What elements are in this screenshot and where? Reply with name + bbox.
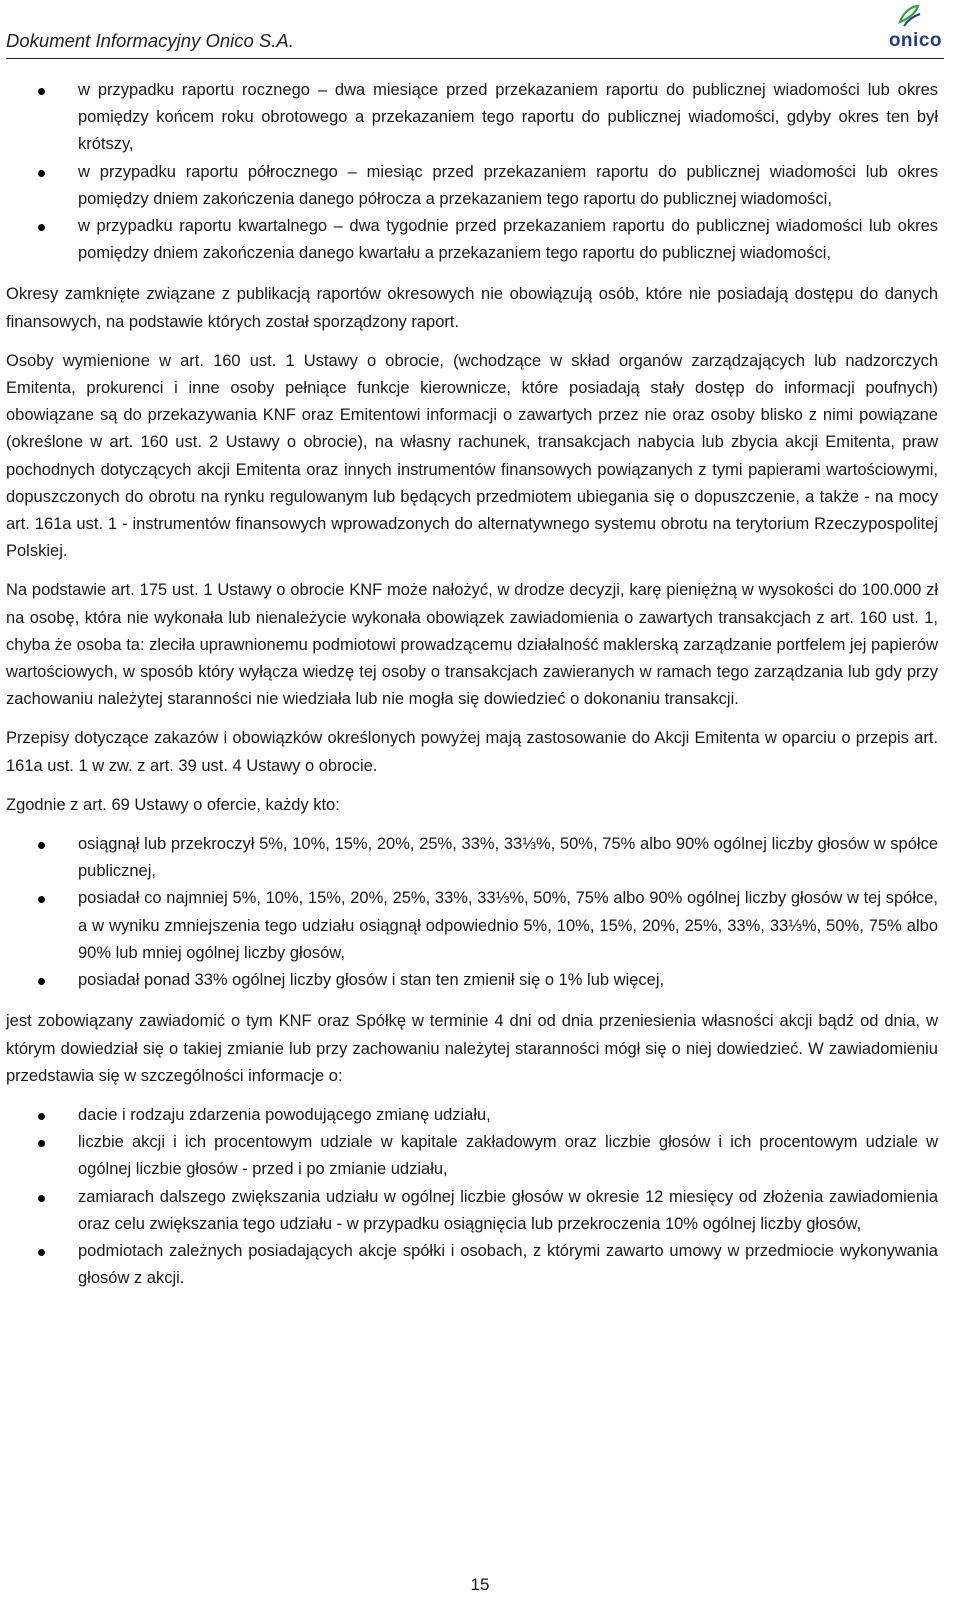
list-item: posiadał ponad 33% ogólnej liczby głosów i stan ten zmienił się o 1% lub więcej, [6, 967, 938, 994]
list-item: zamiarach dalszego zwiększania udziału w ogólnej liczbie głosów w okresie 12 miesięcy od złożenia zawiadomienia oraz celu zwiększania tego udziału - w przypadku osiągnięcia lub przekroczenia 10% ogólnej liczby głosów, [6, 1184, 938, 1238]
bullet-icon [38, 1249, 45, 1256]
document-header [6, 0, 944, 59]
leaf-swirl-icon [896, 2, 922, 28]
paragraph: Osoby wymienione w art. 160 ust. 1 Ustawy o obrocie, (wchodzące w skład organów zarządzających lub nadzorczych Emitenta, prokurenci i inne osoby pełniące funkcje kierownicze, które posiadają stały dostęp do informacji poufnych) obowiązane są do przekazywania KNF oraz Emitentowi informacji o zawartych przez nie oraz osoby blisko z nimi powiązane (określone w art. 160 ust. 2 Ustawy o obrocie), na własny rachunek, transakcjach nabycia lub zbycia akcji Emitenta, praw pochodnych dotyczących akcji Emitenta oraz innych instrumentów finansowych powiązanych z tymi papierami wartościowymi, dopuszczonych do obrotu na rynku regulowanym lub będących przedmiotem ubiegania się o dopuszczenie, a także - na mocy art. 161a ust. 1 - instrumentów finansowych wprowadzonych do alternatywnego systemu obrotu na terytorium Rzeczypospolitej Polskiej. [6, 351, 938, 561]
page-number: 15 [470, 1575, 490, 1594]
list-item: w przypadku raportu kwartalnego – dwa tygodnie przed przekazaniem raportu do publicznej wiadomości lub okres pomiędzy dniem zakończenia danego kwartału a przekazaniem tego raportu do publicznej wiadomości, [6, 213, 938, 267]
document-body [6, 77, 938, 1306]
bullet-icon [38, 224, 45, 231]
paragraph: Na podstawie art. 175 ust. 1 Ustawy o obrocie KNF może nałożyć, w drodze decyzji, karę pieniężną w wysokości do 100.000 zł na osobę, która nie wykonała lub nienależycie wykonała obowiązek zawiadomienia o zawartych transakcjach z art. 160 ust. 1, chyba że osoba ta: zleciła uprawnionemu podmiotowi prowadzącemu działalność maklerską zarządzanie portfelem jej papierów wartościowych, w sposób który wyłącza wiedzę tej osoby o transakcjach zawieranych w ramach tego zarządzania lub gdy przy zachowaniu należytej staranności nie wiedziała lub nie mogła się dowiedzieć o dokonaniu transakcji. [6, 581, 938, 709]
bullet-icon [38, 842, 45, 849]
paragraph: Przepisy dotyczące zakazów i obowiązków określonych powyżej mają zastosowanie do Akcji Emitenta w oparciu o przepis art. 161a ust. 1 w zw. z art. 39 ust. 4 Ustawy o obrocie. [6, 729, 938, 775]
bullet-icon [38, 1113, 45, 1120]
paragraph: Okresy zamknięte związane z publikacją raportów okresowych nie obowiązują osób, które nie posiadają dostępu do danych finansowych, na podstawie których został sporządzony raport. [6, 285, 938, 331]
bullet-icon [38, 1140, 45, 1147]
notification-contents-list [6, 1102, 938, 1292]
list-item: w przypadku raportu rocznego – dwa miesiące przed przekazaniem raportu do publicznej wiadomości lub okres pomiędzy końcem roku obrotowego a przekazaniem tego raportu do publicznej wiadomości, gdyby okres ten był krótszy, [6, 77, 938, 159]
bullet-icon [38, 170, 45, 177]
bullet-icon [38, 88, 45, 95]
logo-text: onico [888, 30, 942, 51]
paragraph: Zgodnie z art. 69 Ustawy o ofercie, każdy kto: [6, 795, 340, 814]
voting-thresholds-list [6, 831, 938, 994]
list-item: liczbie akcji i ich procentowym udziale w kapitale zakładowym oraz liczbie głosów i ich procentowym udziale w ogólnej liczbie głosów - przed i po zmianie udziału, [6, 1129, 938, 1183]
document-title: Dokument Informacyjny Onico S.A. [6, 30, 294, 51]
paragraph: jest zobowiązany zawiadomić o tym KNF oraz Spółkę w terminie 4 dni od dnia przeniesienia własności akcji bądź od dnia, w którym dowiedział się o takiej zmianie lub przy zachowaniu należytej staranności mógł się o niej dowiedzieć. W zawiadomieniu przedstawia się w szczególności informacje o: [6, 1012, 938, 1085]
list-item: posiadał co najmniej 5%, 10%, 15%, 20%, 25%, 33%, 33⅓%, 50%, 75% albo 90% ogólnej liczby głosów w tej spółce, a w wyniku zmniejszenia tego udziału osiągnął odpowiednio 5%, 10%, 15%, 20%, 25%, 33%, 33⅓%, 50%, 75% albo 90% lub mniej ogólnej liczby głosów, [6, 885, 938, 967]
reporting-periods-list [6, 77, 938, 267]
bullet-icon [38, 896, 45, 903]
bullet-icon [38, 978, 45, 985]
onico-logo [874, 2, 944, 54]
list-item: dacie i rodzaju zdarzenia powodującego zmianę udziału, [6, 1102, 938, 1129]
list-item: osiągnął lub przekroczył 5%, 10%, 15%, 20%, 25%, 33%, 33⅓%, 50%, 75% albo 90% ogólnej liczby głosów w spółce publicznej, [6, 831, 938, 885]
list-item: podmiotach zależnych posiadających akcje spółki i osobach, z którymi zawarto umowy w przedmiocie wykonywania głosów z akcji. [6, 1238, 938, 1292]
list-item: w przypadku raportu półrocznego – miesiąc przed przekazaniem raportu do publicznej wiadomości lub okres pomiędzy dniem zakończenia danego półrocza a przekazaniem tego raportu do publicznej wiadomości, [6, 159, 938, 213]
bullet-icon [38, 1195, 45, 1202]
